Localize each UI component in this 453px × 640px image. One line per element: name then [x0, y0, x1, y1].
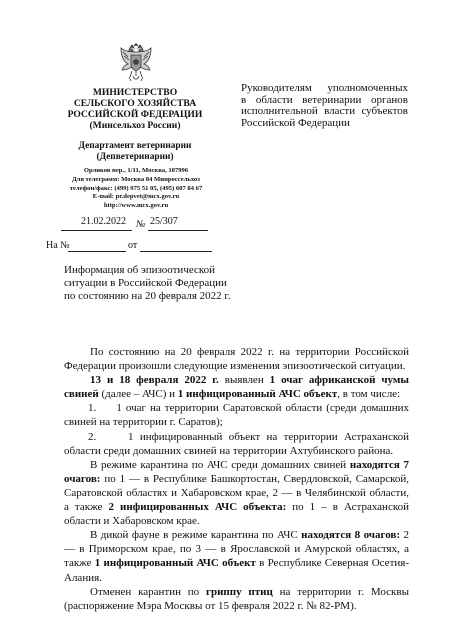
phone-fax-line: телефон/факс: (499) 975 51 05, (495) 607 84 67 — [69, 184, 203, 192]
contact-details — [54, 167, 218, 211]
list-item: 1. 1 очаг на территории Саратовской области (среди домашних свиней на территории г. Саратов); — [64, 402, 409, 429]
addressee — [241, 83, 408, 130]
addressee-line-3: исполнительной власти субъектов — [241, 105, 408, 118]
reply-number-label: На № — [46, 240, 70, 251]
document-number: 25/307 — [150, 216, 178, 227]
paragraph-asf-detected: 13 и 18 февраля 2022 г. выявлен 1 очаг африканской чумы свиней (далее – АЧС) и 1 инфицированный АЧС объект, в том числе: — [64, 374, 409, 401]
paragraph-wild-fauna: В дикой фауне в режиме карантина по АЧС находятся 8 очагов: 2 — в Приморском крае, по 3 — в Ярославской и Амурской областях, а также 1 инфицированный АЧС объект в Республике Северная Осетия-Алания. — [64, 529, 409, 584]
number-underline — [148, 230, 208, 231]
letter-body — [64, 345, 409, 613]
telegram-line: Для телеграмм: Москва 84 Минроссельхоз — [72, 175, 200, 183]
email-line: E-mail: pr.depvet@mcx.gov.ru — [92, 193, 180, 201]
addressee-line-4: Российской Федерации — [241, 117, 350, 130]
ministry-name: МИНИСТЕРСТВО СЕЛЬСКОГО ХОЗЯЙСТВА РОССИЙСКОЙ ФЕДЕРАЦИИ (Минсельхоз России) — [67, 87, 203, 131]
document-date: 21.02.2022 — [81, 216, 126, 227]
list-item: 2. 1 инфицированный объект на территории Астраханской области среди домашних свиней на территории Ахтубинского района. — [64, 430, 409, 457]
coat-of-arms-icon — [120, 43, 152, 83]
number-sign: № — [136, 219, 146, 230]
website-line: http://www.mcx.gov.ru — [103, 202, 169, 210]
letter-subject: Информация об эпизоотической ситуации в Российской Федерации по состоянию на 20 февраля 2022 г. — [64, 264, 231, 302]
addressee-line-2: в области ветеринарии органов — [241, 93, 408, 106]
address-line: Орликов пер., 1/11, Москва, 107996 — [83, 167, 189, 174]
department-name: Департамент ветеринарии (Депветеринарии) — [78, 141, 192, 162]
date-underline — [61, 230, 132, 231]
reply-date-label: от — [128, 240, 138, 251]
reply-number-underline — [68, 251, 126, 252]
paragraph-intro: По состоянию на 20 февраля 2022 г. на территории Российской Федерации произошли следующие изменения эпизоотической ситуации. — [64, 346, 409, 373]
reply-date-underline — [140, 251, 212, 252]
paragraph-avian-flu: Отменен карантин по гриппу птиц на территории г. Москвы (распоряжение Мэра Москвы от 15 февраля 2022 г. № 82-РМ). — [64, 585, 409, 612]
paragraph-domestic-quarantine: В режиме карантина по АЧС среди домашних свиней находятся 7 очагов: по 1 — в Республике Башкортостан, Свердловской, Самарской, Саратовской областях и Хабаровском крае, 2 — в Челябинской области, а также 2 инфицированных АЧС объекта: по 1 – в Астраханской области и Хабаровском крае. — [64, 458, 410, 528]
addressee-line-1: Руководителям уполномоченных — [241, 82, 408, 94]
